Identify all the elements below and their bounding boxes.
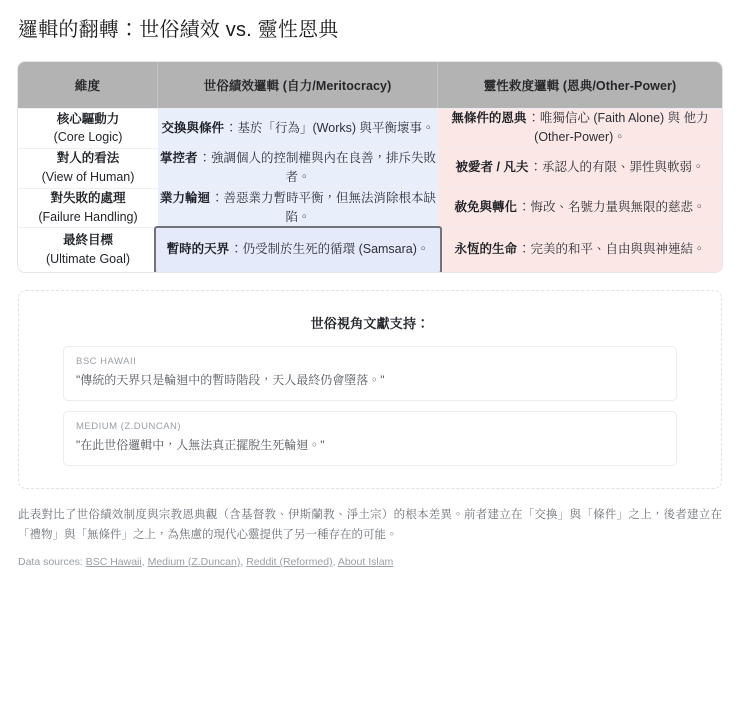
quote-item <box>63 411 677 466</box>
dimension-label-zh: 對人的看法 <box>56 151 120 166</box>
spiritual-term: 赦免與轉化 <box>454 200 517 215</box>
source-link[interactable]: About Islam <box>337 555 394 568</box>
dimension-label-zh: 核心驅動力 <box>56 111 120 126</box>
cell-dimension <box>18 108 158 148</box>
cell-dimension <box>18 148 158 188</box>
cell-dimension <box>18 188 158 228</box>
spiritual-description: 唯獨信心 (Faith Alone) 與 他力 (Other-Power)。 <box>534 111 709 145</box>
secular-term: 交換與條件 <box>161 120 224 135</box>
data-sources-label: Data sources: <box>18 555 83 568</box>
cell-secular <box>158 108 438 148</box>
secular-description: 強調個人的控制權與內在良善，排斥失敗者。 <box>211 150 437 185</box>
data-sources <box>18 555 722 571</box>
cell-spiritual <box>438 227 722 271</box>
evidence-card <box>18 290 722 489</box>
dimension-label-zh: 最終目標 <box>62 233 113 248</box>
secular-content <box>158 149 438 188</box>
spiritual-term: 永恆的生命 <box>454 242 517 257</box>
dimension-label-en: (Core Logic) <box>53 130 123 145</box>
secular-content <box>158 119 438 138</box>
spiritual-colon: ： <box>517 242 531 257</box>
table-row <box>18 188 722 228</box>
quote-source: BSC HAWAII <box>76 355 137 367</box>
source-link[interactable]: Reddit (Reformed) <box>246 555 333 568</box>
table-row <box>18 108 722 148</box>
quote-list <box>41 346 699 466</box>
secular-description: 善惡業力暫時平衡，但無法消除根本缺陷。 <box>223 190 437 224</box>
quote-text: "在此世俗邏輯中，人無法真正擺脫生死輪迴。" <box>76 437 325 452</box>
quote-item <box>63 346 677 401</box>
spiritual-colon: ： <box>527 111 540 125</box>
spiritual-content <box>438 109 722 148</box>
secular-colon: ： <box>198 150 211 165</box>
spiritual-content <box>438 158 722 177</box>
data-sources-links: BSC Hawaii, Medium (Z.Duncan), Reddit (Reformed), About Islam <box>85 555 394 568</box>
secular-description: 仍受制於生死的循環 (Samsara)。 <box>242 242 430 257</box>
spiritual-description: 完美的和平、自由與與神連結。 <box>530 242 706 257</box>
spiritual-term: 被愛者 / 凡夫 <box>455 160 529 175</box>
quote-source: MEDIUM (Z.DUNCAN) <box>76 420 182 432</box>
secular-term: 暫時的天界 <box>166 242 230 257</box>
secular-term: 業力輪迴 <box>159 190 210 205</box>
highlight-box <box>154 226 442 271</box>
column-header-secular: 世俗績效邏輯 (自力/Meritocracy) <box>158 62 438 108</box>
cell-spiritual <box>438 188 722 228</box>
spiritual-term: 無條件的恩典 <box>451 111 527 125</box>
cell-secular <box>158 148 438 188</box>
spiritual-description: 悔改、名號力量與無限的慈悲。 <box>530 200 706 215</box>
column-header-spiritual: 靈性救度邏輯 (恩典/Other-Power) <box>438 62 722 108</box>
table-header <box>18 62 722 108</box>
evidence-title: 世俗視角文獻支持： <box>310 315 430 331</box>
spiritual-colon: ： <box>517 200 531 215</box>
source-link[interactable]: Medium (Z.Duncan) <box>147 555 241 568</box>
cell-secular-highlighted <box>158 227 438 271</box>
table-row <box>18 148 722 188</box>
spiritual-description: 承認人的有限、罪性與軟弱。 <box>541 160 705 175</box>
secular-content <box>166 240 430 259</box>
spiritual-colon: ： <box>529 160 542 175</box>
secular-colon: ： <box>225 120 238 135</box>
column-header-dimension: 維度 <box>18 62 158 108</box>
secular-colon: ： <box>230 242 243 257</box>
secular-term: 掌控者 <box>159 150 198 165</box>
cell-secular <box>158 188 438 228</box>
cell-spiritual <box>438 108 722 148</box>
dimension-label-zh: 對失敗的處理 <box>50 191 126 206</box>
dimension-label-en: (Ultimate Goal) <box>45 251 131 266</box>
secular-colon: ： <box>210 190 224 205</box>
quote-text: "傳統的天界只是輪迴中的暫時階段，天人最終仍會墮落。" <box>76 372 385 387</box>
page-title: 邏輯的翻轉：世俗績效 vs. 靈性恩典 <box>18 19 339 41</box>
comparison-table <box>18 62 722 272</box>
dimension-label-en: (View of Human) <box>41 170 135 185</box>
footer-note: 此表對比了世俗績效制度與宗教恩典觀（含基督教、伊斯蘭教、淨土宗）的根本差異。前者建立在「交換」與「條件」之上，後者建立在「禮物」與「無條件」之上，為焦慮的現代心靈提供了另一種存在的可能。 <box>18 508 722 541</box>
table-body <box>18 108 722 272</box>
dimension-label-en: (Failure Handling) <box>38 209 138 224</box>
cell-dimension <box>18 227 158 271</box>
cell-spiritual <box>438 148 722 188</box>
spiritual-content <box>438 240 722 259</box>
footer <box>18 505 722 571</box>
secular-content <box>158 189 438 228</box>
table-row <box>18 227 722 271</box>
spiritual-content <box>438 198 722 217</box>
table-header-row <box>18 62 722 108</box>
source-link[interactable]: BSC Hawaii <box>85 555 142 568</box>
secular-description: 基於「行為」(Works) 與平衡壞事。 <box>237 120 435 135</box>
